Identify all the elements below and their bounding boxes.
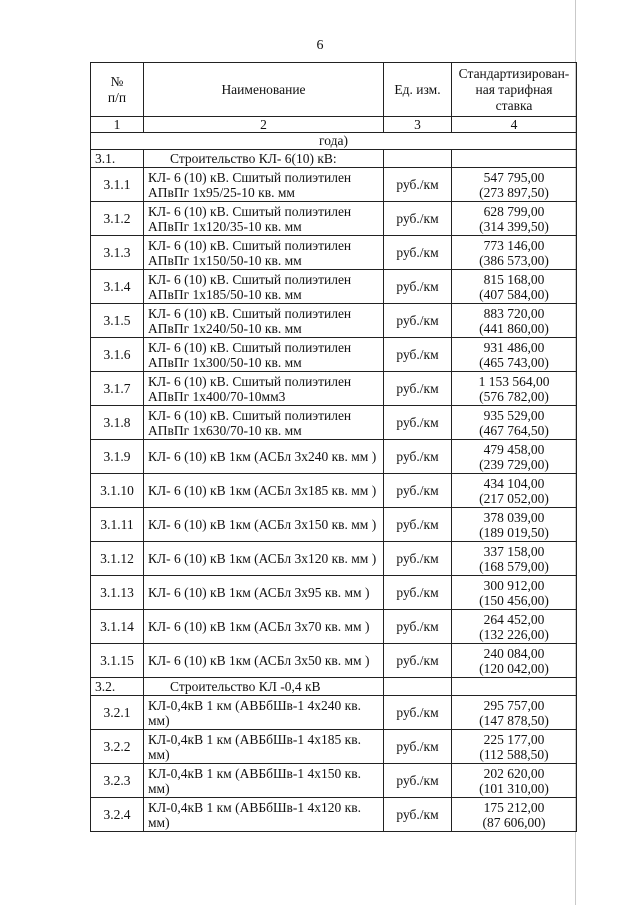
row-name: КЛ- 6 (10) кВ 1км (АСБл 3х150 кв. мм )	[144, 508, 384, 542]
row-rate-alt: (314 399,50)	[479, 218, 549, 234]
row-rate-cell	[452, 696, 577, 730]
row-unit: руб./км	[384, 202, 452, 236]
header-rate: Стандартизирован- ная тарифная ставка	[452, 63, 577, 117]
row-rate-alt: (441 860,00)	[479, 320, 549, 336]
table-row	[91, 168, 577, 202]
row-rate: 931 486,00	[483, 339, 545, 355]
row-unit: руб./км	[384, 372, 452, 406]
row-name: КЛ- 6 (10) кВ 1км (АСБл 3х70 кв. мм )	[144, 610, 384, 644]
row-rate-alt: (273 897,50)	[479, 184, 549, 200]
row-rate: 1 153 564,00	[478, 373, 550, 389]
row-number: 3.1.1	[91, 168, 144, 202]
row-rate-cell	[452, 406, 577, 440]
row-rate-cell	[452, 508, 577, 542]
row-rate-cell	[452, 576, 577, 610]
row-number: 3.2.1	[91, 696, 144, 730]
row-rate-alt: (576 782,00)	[479, 388, 549, 404]
row-unit: руб./км	[384, 644, 452, 678]
row-name: КЛ- 6 (10) кВ. Сшитый полиэтилен АПвПг 1х300/50-10 кв. мм	[144, 338, 384, 372]
row-rate-alt: (465 743,00)	[479, 354, 549, 370]
section-number: 3.1.	[91, 150, 144, 168]
table-row	[91, 202, 577, 236]
row-unit: руб./км	[384, 168, 452, 202]
tariff-table	[90, 62, 577, 832]
row-rate-cell	[452, 644, 577, 678]
header-number: № п/п	[91, 63, 144, 117]
row-rate-alt: (132 226,00)	[479, 626, 549, 642]
row-rate-cell	[452, 542, 577, 576]
row-number: 3.1.6	[91, 338, 144, 372]
row-unit: руб./км	[384, 798, 452, 832]
table-row	[91, 730, 577, 764]
row-unit: руб./км	[384, 696, 452, 730]
row-unit: руб./км	[384, 338, 452, 372]
row-name: КЛ- 6 (10) кВ. Сшитый полиэтилен АПвПг 1х185/50-10 кв. мм	[144, 270, 384, 304]
row-name: КЛ- 6 (10) кВ. Сшитый полиэтилен АПвПг 1х120/35-10 кв. мм	[144, 202, 384, 236]
row-name: КЛ- 6 (10) кВ. Сшитый полиэтилен АПвПг 1х400/70-10мм3	[144, 372, 384, 406]
row-rate-cell	[452, 798, 577, 832]
row-number: 3.1.3	[91, 236, 144, 270]
row-rate: 628 799,00	[483, 203, 545, 219]
row-rate: 264 452,00	[483, 611, 545, 627]
row-unit: руб./км	[384, 304, 452, 338]
row-unit: руб./км	[384, 764, 452, 798]
row-number: 3.2.4	[91, 798, 144, 832]
row-name: КЛ- 6 (10) кВ 1км (АСБл 3х95 кв. мм )	[144, 576, 384, 610]
section-row	[91, 678, 577, 696]
row-unit: руб./км	[384, 236, 452, 270]
table-row	[91, 406, 577, 440]
section-rate-empty	[452, 150, 577, 168]
row-rate: 815 168,00	[483, 271, 545, 287]
row-rate-cell	[452, 730, 577, 764]
row-rate: 773 146,00	[483, 237, 545, 253]
table-header-row	[91, 63, 577, 117]
row-rate-cell	[452, 764, 577, 798]
row-number: 3.2.2	[91, 730, 144, 764]
row-rate-cell	[452, 372, 577, 406]
continuation-text: года)	[91, 133, 577, 150]
row-rate-cell	[452, 168, 577, 202]
section-number: 3.2.	[91, 678, 144, 696]
row-number: 3.1.14	[91, 610, 144, 644]
continuation-row	[91, 133, 577, 150]
row-rate: 935 529,00	[483, 407, 545, 423]
table-row	[91, 764, 577, 798]
row-rate-alt: (217 052,00)	[479, 490, 549, 506]
row-rate-cell	[452, 270, 577, 304]
row-rate: 479 458,00	[483, 441, 545, 457]
row-rate: 337 158,00	[483, 543, 545, 559]
row-unit: руб./км	[384, 270, 452, 304]
row-rate-alt: (112 588,50)	[479, 746, 549, 762]
table-row	[91, 236, 577, 270]
row-rate-cell	[452, 338, 577, 372]
header-unit: Ед. изм.	[384, 63, 452, 117]
row-rate: 175 212,00	[483, 799, 545, 815]
row-rate-alt: (189 019,50)	[479, 524, 549, 540]
row-rate-cell	[452, 304, 577, 338]
row-rate: 240 084,00	[483, 645, 545, 661]
row-rate-alt: (407 584,00)	[479, 286, 549, 302]
row-rate: 547 795,00	[483, 169, 545, 185]
row-unit: руб./км	[384, 508, 452, 542]
row-name: КЛ- 6 (10) кВ. Сшитый полиэтилен АПвПг 1х630/70-10 кв. мм	[144, 406, 384, 440]
row-number: 3.2.3	[91, 764, 144, 798]
row-name: КЛ- 6 (10) кВ 1км (АСБл 3х185 кв. мм )	[144, 474, 384, 508]
row-rate-alt: (386 573,00)	[479, 252, 549, 268]
row-unit: руб./км	[384, 576, 452, 610]
row-rate: 378 039,00	[483, 509, 545, 525]
row-rate-alt: (239 729,00)	[479, 456, 549, 472]
column-index: 3	[384, 117, 452, 133]
table-row	[91, 338, 577, 372]
row-number: 3.1.8	[91, 406, 144, 440]
row-name: КЛ- 6 (10) кВ 1км (АСБл 3х240 кв. мм )	[144, 440, 384, 474]
table-row	[91, 610, 577, 644]
row-number: 3.1.10	[91, 474, 144, 508]
row-rate: 883 720,00	[483, 305, 545, 321]
table-row	[91, 542, 577, 576]
row-rate-cell	[452, 202, 577, 236]
row-number: 3.1.5	[91, 304, 144, 338]
table-row	[91, 270, 577, 304]
table-row	[91, 304, 577, 338]
table-row	[91, 576, 577, 610]
row-name: КЛ- 6 (10) кВ. Сшитый полиэтилен АПвПг 1х150/50-10 кв. мм	[144, 236, 384, 270]
row-name: КЛ- 6 (10) кВ. Сшитый полиэтилен АПвПг 1х240/50-10 кв. мм	[144, 304, 384, 338]
row-unit: руб./км	[384, 542, 452, 576]
row-name: КЛ- 6 (10) кВ 1км (АСБл 3х120 кв. мм )	[144, 542, 384, 576]
table-row	[91, 474, 577, 508]
table-row	[91, 696, 577, 730]
table-row	[91, 508, 577, 542]
row-rate-cell	[452, 236, 577, 270]
header-name: Наименование	[144, 63, 384, 117]
row-rate-alt: (147 878,50)	[479, 712, 549, 728]
section-title: Строительство КЛ- 6(10) кВ:	[144, 150, 384, 168]
row-unit: руб./км	[384, 610, 452, 644]
row-rate: 295 757,00	[483, 697, 545, 713]
row-rate-alt: (87 606,00)	[482, 814, 546, 830]
row-number: 3.1.11	[91, 508, 144, 542]
column-index-row	[91, 117, 577, 133]
row-unit: руб./км	[384, 406, 452, 440]
row-unit: руб./км	[384, 730, 452, 764]
row-rate-alt: (467 764,50)	[479, 422, 549, 438]
section-unit-empty	[384, 678, 452, 696]
row-number: 3.1.9	[91, 440, 144, 474]
table-row	[91, 644, 577, 678]
row-rate: 300 912,00	[483, 577, 545, 593]
row-name: КЛ- 6 (10) кВ. Сшитый полиэтилен АПвПг 1х95/25-10 кв. мм	[144, 168, 384, 202]
row-name: КЛ-0,4кВ 1 км (АВБбШв-1 4х240 кв. мм)	[144, 696, 384, 730]
row-name: КЛ- 6 (10) кВ 1км (АСБл 3х50 кв. мм )	[144, 644, 384, 678]
row-unit: руб./км	[384, 474, 452, 508]
row-number: 3.1.13	[91, 576, 144, 610]
row-rate: 225 177,00	[483, 731, 545, 747]
row-rate-alt: (150 456,00)	[479, 592, 549, 608]
row-rate-alt: (120 042,00)	[479, 660, 549, 676]
row-number: 3.1.12	[91, 542, 144, 576]
column-index: 1	[91, 117, 144, 133]
column-index: 2	[144, 117, 384, 133]
table-row	[91, 440, 577, 474]
row-name: КЛ-0,4кВ 1 км (АВБбШв-1 4х185 кв. мм)	[144, 730, 384, 764]
table-row	[91, 798, 577, 832]
section-unit-empty	[384, 150, 452, 168]
row-number: 3.1.4	[91, 270, 144, 304]
row-rate-cell	[452, 440, 577, 474]
row-number: 3.1.15	[91, 644, 144, 678]
section-row	[91, 150, 577, 168]
row-number: 3.1.2	[91, 202, 144, 236]
section-title: Строительство КЛ -0,4 кВ	[144, 678, 384, 696]
row-rate-alt: (168 579,00)	[479, 558, 549, 574]
row-name: КЛ-0,4кВ 1 км (АВБбШв-1 4х120 кв. мм)	[144, 798, 384, 832]
row-unit: руб./км	[384, 440, 452, 474]
row-number: 3.1.7	[91, 372, 144, 406]
column-index: 4	[452, 117, 577, 133]
row-rate: 434 104,00	[483, 475, 545, 491]
section-rate-empty	[452, 678, 577, 696]
row-rate: 202 620,00	[483, 765, 545, 781]
row-name: КЛ-0,4кВ 1 км (АВБбШв-1 4х150 кв. мм)	[144, 764, 384, 798]
row-rate-cell	[452, 610, 577, 644]
table-row	[91, 372, 577, 406]
row-rate-alt: (101 310,00)	[479, 780, 549, 796]
row-rate-cell	[452, 474, 577, 508]
page-number: 6	[316, 38, 324, 53]
